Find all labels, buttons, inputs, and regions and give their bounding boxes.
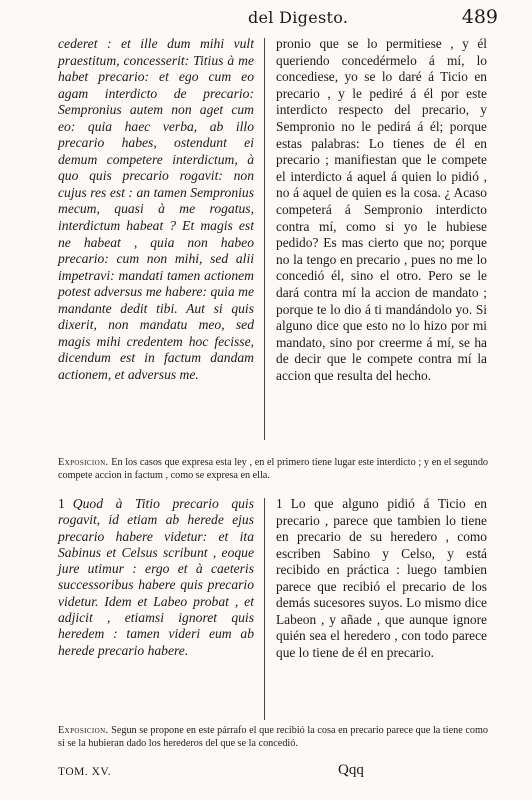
spanish-paragraph: Lo que alguno pidió á Ticio en precario , parece que tambien lo tiene en precario de su heredero , como escriben Sabino y Celso, y está recibido en práctica : luego tambien parece que recibió el precario de los demás sucesores suyos. Lo mismo dice Labeon , y añade , que aunque ignore quién sea el heredero , con todo parece que lo tiene de él en precario. (276, 496, 487, 660)
exposition-note (58, 724, 488, 750)
spanish-paragraph: pronio que se lo permitiese , y él queriendo concedérmelo á mí, lo concediese, yo se lo daré á Ticio en precario , y le pediré á él por este interdicto respecto del precario, y Sempronio no le pedirá á él; porque estas palabras: Lo tienes de él en precario ; manifiestan que le compete el interdicto á aquel á quien lo pidió , no á aquel de quien es la cosa. ¿ Acaso competerá á Sempronio interdicto contra mí, como si yo le hubiese pedido? Es mas cierto que no; porque no la tengo en precario , pues no me lo concedió él, sino el otro. Pero se le dará contra mí la accion de mandato ; porque te lo dio á ti mandándolo yo. Si alguno dice que esto no lo hizo por mi mandato, sino por creerme á mí, se ha de decir que le compete contra mí la accion que resulta del hecho. (276, 36, 487, 383)
volume-label: TOM. XV. (58, 766, 112, 778)
exposition-label: Exposicion. (58, 457, 109, 468)
page-number: 489 (461, 6, 498, 28)
running-title: del Digesto. (248, 8, 349, 27)
spanish-text-column (276, 36, 487, 384)
exposition-label: Exposicion. (58, 725, 109, 736)
column-divider (264, 498, 265, 720)
latin-text-column (58, 496, 254, 659)
column-divider (264, 38, 265, 440)
page-footer (58, 762, 488, 784)
latin-paragraph: cederet : et ille dum mihi vult praestitum, concesserit: Titius à me habet precario: et ego cum eo agam interdicto de precario: Sempronius autem non aget cum eo: quia haec verba, ab illo precario habes, ostendunt ei demum competere interdictum, à quo quis precario rogavit: non cujus res est : an tamen Sempronius mecum, quasi à me rogatus, interdictum habeat ? Et magis est ne habeat , quia non habeo precario: cum non mihi, sed alii impetravi: mandati tamen actionem potest adversus me habere: quia me mandante dedit tibi. Aut si quis dixerit, non mandatu meo, sed magis mihi credentem hoc fecisse, dicendum est in factum dandam actionem, et adversus me. (58, 36, 254, 382)
exposition-text: En los casos que expresa esta ley , en el primero tiene lugar este interdicto ; y en el segundo compete accion in factum , como se expresa en ella. (58, 457, 489, 481)
spanish-text-column (276, 496, 487, 661)
page-header (58, 8, 498, 34)
exposition-note (58, 456, 488, 482)
paragraph-number: 1 (276, 496, 283, 511)
signature-mark: Qqq (338, 762, 364, 778)
latin-paragraph: Quod à Titio precario quis rogavit, id etiam ab herede ejus precario habere videtur: et ita Sabinus et Celsus scribunt , eoque jure utimur : ergo et à caeteris successoribus habere quis precario videtur. Idem et Labeo probat , et adjicit , etiamsi ignoret quis heredem : tamen videri eum ab herede precario habere. (58, 496, 254, 658)
exposition-text: Segun se propone en este párrafo el que recibió la cosa en precario parece que la tiene como si se la hubieran dado los herederos del que se la concedió. (58, 725, 488, 749)
paragraph-number: 1 (58, 496, 65, 511)
latin-text-column (58, 36, 254, 383)
